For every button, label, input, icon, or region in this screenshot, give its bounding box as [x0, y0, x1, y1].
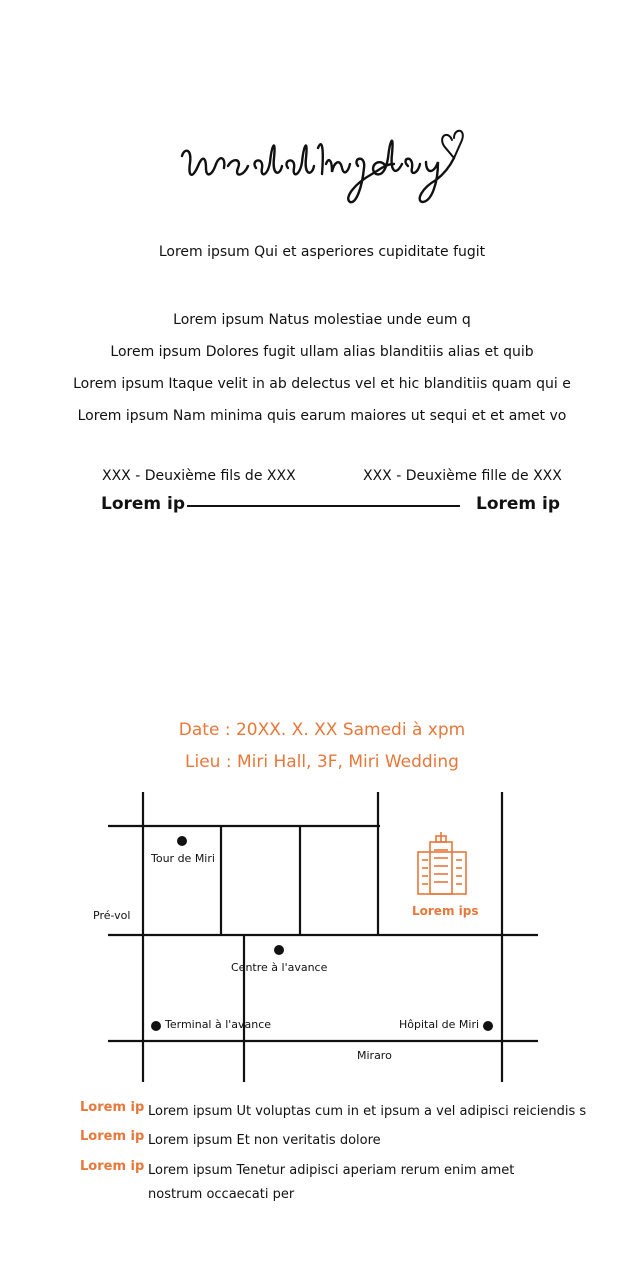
groom-parent: XXX - Deuxième fils de XXX [102, 468, 296, 484]
info-key: Lorem ip [80, 1129, 145, 1144]
bride-name: Lorem ip [476, 494, 561, 514]
info-value: Lorem ipsum Tenetur adipisci aperiam rerum enim amet nostrum occaecati per [148, 1163, 515, 1202]
hopital-marker [483, 1021, 493, 1031]
map-label-prevol: Pré-vol [93, 909, 131, 922]
wedding-day-title [172, 118, 472, 218]
info-key: Lorem ip [80, 1159, 145, 1174]
info-key: Lorem ip [80, 1100, 145, 1115]
subtitle: Lorem ipsum Qui et asperiores cupiditate fugit [158, 244, 486, 260]
groom-name: Lorem ip [101, 494, 186, 514]
bride-parent: XXX - Deuxième fille de XXX [363, 468, 562, 484]
venue-map [0, 780, 644, 1090]
map-label-venue: Lorem ips [412, 904, 479, 918]
centre-marker [274, 945, 284, 955]
event-date: Date : 20XX. X. XX Samedi à xpm [178, 720, 466, 740]
tour-marker [177, 836, 187, 846]
event-venue: Lieu : Miri Hall, 3F, Miri Wedding [185, 752, 459, 772]
building-icon [418, 832, 466, 894]
map-label-tour: Tour de Miri [151, 852, 215, 865]
paragraph-line: Lorem ipsum Itaque velit in ab delectus vel et hic blanditiis quam qui e [73, 376, 571, 392]
map-label-miraro: Miraro [357, 1049, 392, 1062]
paragraph-line: Lorem ipsum Natus molestiae unde eum q [173, 312, 471, 328]
paragraph-line: Lorem ipsum Dolores fugit ullam alias blanditiis alias et quib [110, 344, 534, 360]
map-label-centre: Centre à l'avance [231, 961, 328, 974]
name-divider [187, 505, 460, 507]
map-roads [108, 792, 538, 1082]
info-value: Lorem ipsum Et non veritatis dolore [148, 1133, 381, 1148]
map-label-terminal: Terminal à l'avance [165, 1018, 272, 1031]
info-value: Lorem ipsum Ut voluptas cum in et ipsum a vel adipisci reiciendis s [148, 1104, 587, 1119]
terminal-marker [151, 1021, 161, 1031]
invitation-paragraph [0, 304, 644, 432]
paragraph-line: Lorem ipsum Nam minima quis earum maiores ut sequi et et amet vo [77, 408, 567, 424]
map-label-hopital: Hôpital de Miri [399, 1018, 480, 1031]
